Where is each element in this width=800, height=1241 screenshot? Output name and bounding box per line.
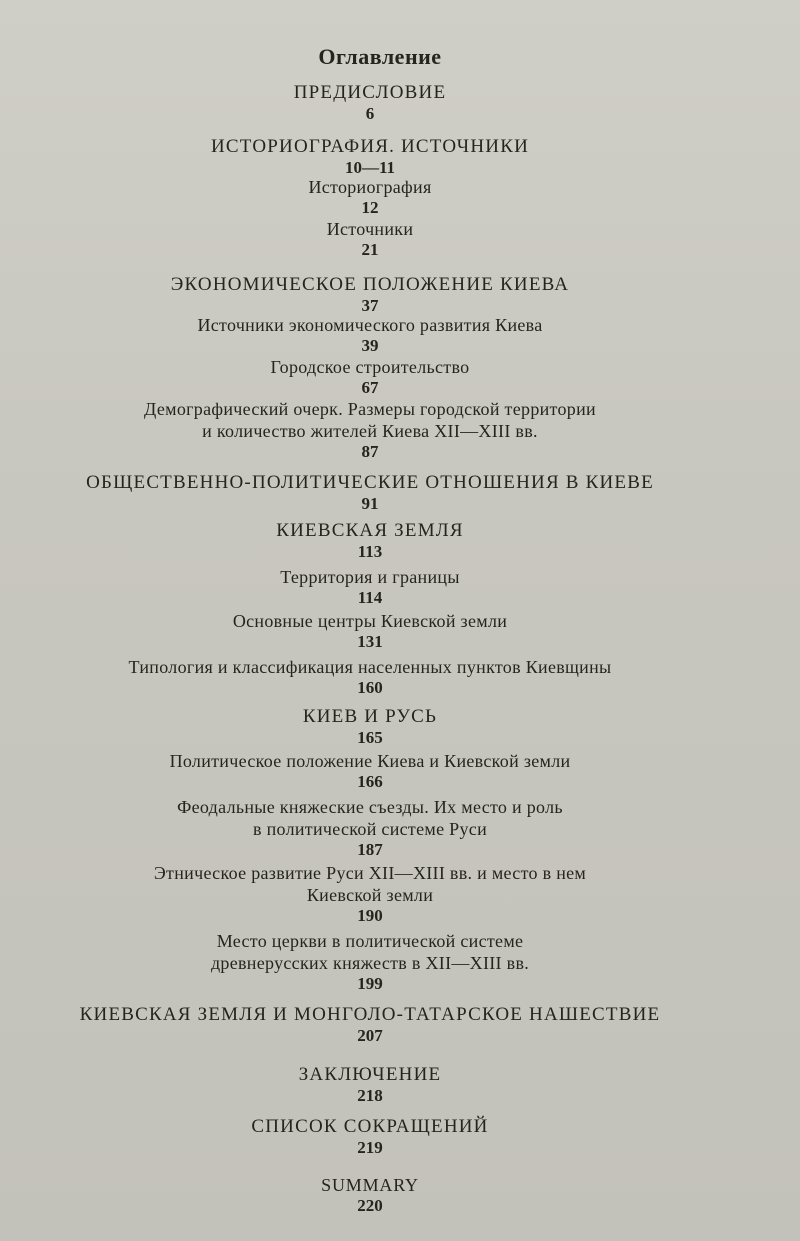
toc-entry-label: ПРЕДИСЛОВИЕ: [293, 82, 447, 103]
page-title: Оглавление: [318, 44, 442, 69]
toc-entry-label: КИЕВ И РУСЬ: [302, 706, 438, 727]
toc-entry-economic-sources: [0, 314, 740, 356]
toc-entry-abbreviations: [0, 1116, 740, 1158]
toc-entry-economic-position: [0, 274, 740, 316]
toc-entry-label: КИЕВСКАЯ ЗЕМЛЯ: [276, 520, 464, 541]
toc-entry-typology: [0, 656, 740, 698]
toc-entry-summary: [0, 1174, 740, 1216]
toc-entry-page: 218: [357, 1086, 383, 1105]
toc-entry-label: Демографический очерк. Размеры городской территории: [144, 399, 596, 419]
toc-entry-historiography-sources: [0, 136, 740, 178]
toc-entry-label: ЗАКЛЮЧЕНИЕ: [298, 1064, 442, 1085]
toc-entry-conclusion: [0, 1064, 740, 1106]
toc-entry-label: Территория и границы: [280, 567, 460, 587]
toc-entry-page: 190: [357, 906, 383, 925]
toc-entry-political-position: [0, 750, 740, 792]
toc-entry-urban-construction: [0, 356, 740, 398]
toc-entry-church-place: [0, 930, 740, 994]
toc-entry-page: 113: [357, 542, 383, 561]
toc-entry-page: 187: [357, 840, 383, 859]
toc-entry-label: Источники экономического развития Киева: [197, 315, 543, 335]
toc-entry-page: 39: [361, 336, 379, 355]
toc-entry-page: 91: [361, 494, 379, 513]
toc-entry-page: 12: [361, 198, 379, 217]
toc-entry-historiography: [0, 176, 740, 218]
toc-entry-mongol-invasion: [0, 1004, 740, 1046]
toc-entry-label: Источники: [326, 219, 414, 239]
toc-entry-social-political-relations: [0, 472, 740, 514]
toc-entry-kiev-and-rus: [0, 706, 740, 748]
toc-entry-label: Типология и классификация населенных пунктов Киевщины: [128, 657, 612, 677]
toc-entry-page: 131: [357, 632, 383, 651]
toc-entry-label: и количество жителей Киева XII—XIII вв.: [202, 421, 538, 441]
toc-entry-page: 165: [357, 728, 383, 747]
toc-entry-page: 67: [361, 378, 379, 397]
toc-entry-label: КИЕВСКАЯ ЗЕМЛЯ И МОНГОЛО-ТАТАРСКОЕ НАШЕСТВИЕ: [79, 1004, 661, 1025]
toc-entry-page: 10—11: [344, 158, 396, 177]
toc-entry-main-centers: [0, 610, 740, 652]
toc-entry-label: Политическое положение Киева и Киевской земли: [169, 751, 571, 771]
toc-entry-label: SUMMARY: [321, 1175, 419, 1195]
toc-entry-page: 219: [357, 1138, 383, 1157]
toc-entry-page: 220: [357, 1196, 383, 1215]
toc-entry-demographic-sketch: [0, 398, 740, 462]
toc-entry-page: 114: [357, 588, 383, 607]
toc-entry-label: ОБЩЕСТВЕННО-ПОЛИТИЧЕСКИЕ ОТНОШЕНИЯ В КИЕВЕ: [86, 472, 654, 493]
toc-entry-label: Феодальные княжеские съезды. Их место и роль: [177, 797, 563, 817]
toc-entry-label: Основные центры Киевской земли: [232, 611, 508, 631]
toc-entry-label: Этническое развитие Руси XII—XIII вв. и место в нем: [153, 863, 587, 883]
toc-entry-label: Киевской земли: [306, 885, 434, 905]
toc-entry-kiev-land: [0, 520, 740, 562]
toc-entry-preface: [0, 82, 740, 124]
toc-entry-label: Место церкви в политической системе: [216, 931, 524, 951]
toc-entry-page: 37: [361, 296, 379, 315]
toc-entry-page: 21: [361, 240, 379, 259]
toc-entry-page: 6: [365, 104, 375, 123]
toc-entry-page: 166: [357, 772, 383, 791]
toc-entry-page: 160: [357, 678, 383, 697]
toc-entry-label: ЭКОНОМИЧЕСКОЕ ПОЛОЖЕНИЕ КИЕВА: [170, 274, 570, 295]
toc-entry-label: ИСТОРИОГРАФИЯ. ИСТОЧНИКИ: [210, 136, 529, 157]
toc-entry-feudal-congresses: [0, 796, 740, 860]
toc-entry-page: 207: [357, 1026, 383, 1045]
toc-entry-label: Городское строительство: [270, 357, 470, 377]
toc-entry-label: СПИСОК СОКРАЩЕНИЙ: [251, 1116, 489, 1137]
toc-entry-label: древнерусских княжеств в XII—XIII вв.: [210, 953, 530, 973]
toc-entry-territory-borders: [0, 566, 740, 608]
toc-entry-sources: [0, 218, 740, 260]
toc-entry-page: 87: [361, 442, 379, 461]
toc-entry-label: в политической системе Руси: [252, 819, 488, 839]
toc-entry-page: 199: [357, 974, 383, 993]
toc-entry-ethnic-development: [0, 862, 740, 926]
toc-entry-label: Историография: [308, 177, 432, 197]
